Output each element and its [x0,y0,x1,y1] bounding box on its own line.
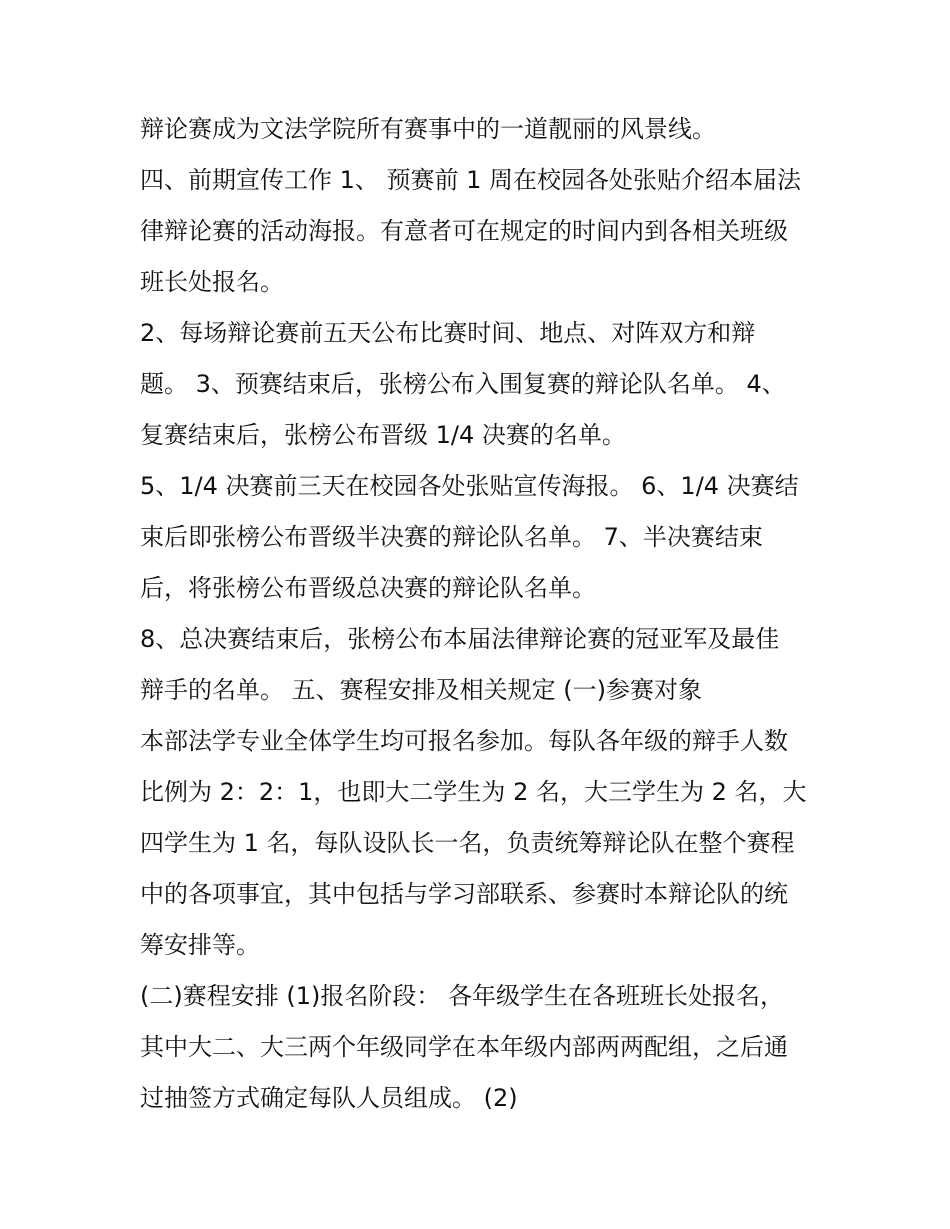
text-line-17: 筹安排等。 [140,931,260,959]
text-line-2: 四、前期宣传工作 1、 预赛前 1 周在校园各处张贴介绍本届法 [140,166,802,194]
text-line-7: 复赛结束后，张榜公布晋级 1/4 决赛的名单。 [140,421,626,449]
text-line-19: 其中大二、大三两个年级同学在本年级内部两两配组，之后通 [140,1033,788,1061]
text-line-20: 过抽签方式确定每队人员组成。 (2) [140,1084,518,1112]
text-line-12: 辩手的名单。 五、赛程安排及相关规定 (一)参赛对象 [140,676,702,704]
text-line-8: 5、1/4 决赛前三天在校园各处张贴宣传海报。 6、1/4 决赛结 [140,472,799,500]
text-line-4: 班长处报名。 [140,268,284,296]
text-line-5: 2、每场辩论赛前五天公布比赛时间、地点、对阵双方和辩 [140,319,756,347]
text-line-11: 8、总决赛结束后，张榜公布本届法律辩论赛的冠亚军及最佳 [140,625,780,653]
text-line-18: (二)赛程安排 (1)报名阶段： 各年级学生在各班班长处报名， [140,982,784,1010]
text-line-15: 四学生为 1 名，每队设队长一名，负责统筹辩论队在整个赛程 [140,829,795,857]
text-line-13: 本部法学专业全体学生均可报名参加。每队各年级的辩手人数 [140,727,788,755]
text-line-9: 束后即张榜公布晋级半决赛的辩论队名单。 7、半决赛结束 [140,523,763,551]
text-line-1: 辩论赛成为文法学院所有赛事中的一道靓丽的风景线。 [140,115,716,143]
text-line-10: 后，将张榜公布晋级总决赛的辩论队名单。 [140,574,596,602]
text-line-6: 题。 3、预赛结束后，张榜公布入围复赛的辩论队名单。 4、 [140,370,786,398]
text-line-16: 中的各项事宜，其中包括与学习部联系、参赛时本辩论队的统 [140,880,788,908]
text-line-3: 律辩论赛的活动海报。有意者可在规定的时间内到各相关班级 [140,217,788,245]
text-line-14: 比例为 2：2：1，也即大二学生为 2 名，大三学生为 2 名，大 [140,778,807,806]
